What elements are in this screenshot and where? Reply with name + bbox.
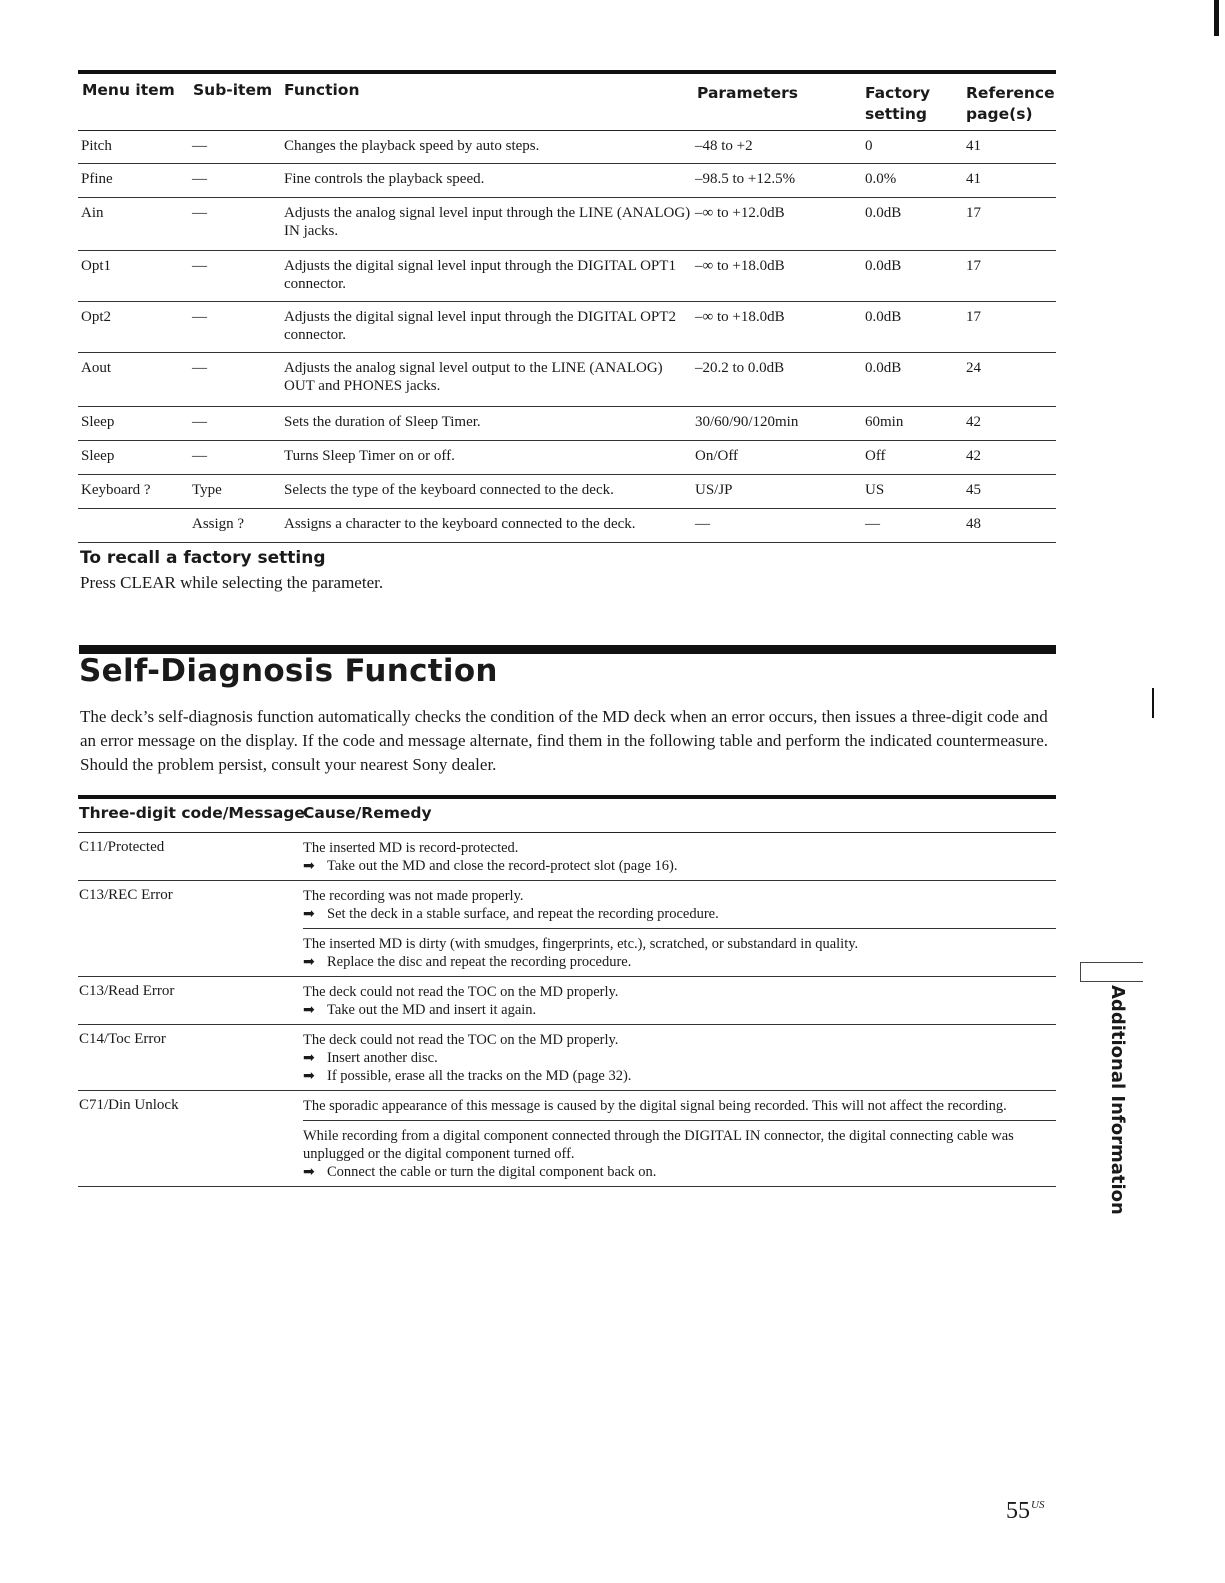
side-tab-label: Additional Information: [1107, 985, 1128, 1215]
cell-menu-item: Sleep: [81, 414, 115, 430]
cell-reference-page: 17: [966, 258, 981, 274]
table-row: [78, 164, 1056, 198]
cell-reference-page: 24: [966, 360, 981, 376]
cell-sub-item: —: [192, 360, 207, 376]
remedy-text: ➡ If possible, erase all the tracks on the MD (page 32).: [303, 1067, 1056, 1085]
cell-menu-item: Ain: [81, 205, 104, 221]
header-function: Function: [284, 81, 360, 99]
table-row: [78, 509, 1056, 543]
table-row: [78, 131, 1056, 164]
error-code: C11/Protected: [79, 839, 165, 855]
table-row: [78, 475, 1056, 509]
cell-parameters: —: [695, 516, 710, 532]
cell-factory-setting: Off: [865, 448, 886, 464]
cell-menu-item: Sleep: [81, 448, 115, 464]
page-number: [1006, 1498, 1044, 1525]
cause-text: The inserted MD is dirty (with smudges, fingerprints, etc.), scratched, or substandard in quality.: [303, 936, 859, 952]
cell-function: Adjusts the analog signal level output to the LINE (ANALOG) OUT and PHONES jacks.: [284, 360, 663, 394]
edge-mark: [1214, 0, 1219, 36]
section-title: Self-Diagnosis Function: [79, 653, 498, 689]
cause-text: The deck could not read the TOC on the MD properly.: [303, 984, 619, 1000]
remedy-text: ➡ Insert another disc.: [303, 1049, 1056, 1067]
remedy-text: ➡ Connect the cable or turn the digital component back on.: [303, 1163, 1056, 1181]
cell-function: Changes the playback speed by auto steps.: [284, 138, 540, 154]
error-code: C14/Toc Error: [79, 1031, 166, 1047]
page-number-suffix: US: [1031, 1499, 1045, 1511]
remedy-text: ➡ Take out the MD and close the record-protect slot (page 16).: [303, 857, 1056, 875]
cell-reference-page: 48: [966, 516, 981, 532]
cell-parameters: –20.2 to 0.0dB: [695, 360, 785, 376]
recall-text: Press CLEAR while selecting the parameter.: [80, 573, 384, 592]
cell-reference-page: 17: [966, 205, 981, 221]
table-header: [78, 74, 1056, 131]
page-number-value: 55: [1006, 1498, 1030, 1524]
cell-sub-item: Assign ?: [192, 516, 245, 532]
cell-function: Assigns a character to the keyboard connected to the deck.: [284, 516, 636, 532]
section-intro: The deck’s self-diagnosis function automatically checks the condition of the MD deck when an error occurs, then issues a three-digit code and an error message on the display. If the code and message alternate, find them in the following table and perform the indicated countermeasure. Should the problem persist, consult your nearest Sony dealer.: [80, 707, 1049, 774]
table-row: [78, 1091, 1056, 1187]
cell-sub-item: —: [192, 309, 207, 325]
cell-function: Adjusts the digital signal level input through the DIGITAL OPT1 connector.: [284, 258, 676, 292]
cell-sub-item: Type: [192, 482, 222, 498]
table-row: [78, 881, 1056, 977]
header-parameters: Parameters: [697, 84, 798, 102]
table-row: [78, 1025, 1056, 1091]
cell-parameters: –∞ to +12.0dB: [695, 205, 785, 221]
cause-remedy-cell: [303, 881, 1056, 928]
cell-sub-item: —: [192, 414, 207, 430]
table-row: [78, 302, 1056, 353]
cause-text: While recording from a digital component connected through the DIGITAL IN connector, the digital connecting cable was unplugged or the digital component turned off.: [303, 1128, 1014, 1162]
cell-parameters: –98.5 to +12.5%: [695, 171, 796, 187]
cell-function: Fine controls the playback speed.: [284, 171, 485, 187]
cell-reference-page: 42: [966, 414, 981, 430]
cell-factory-setting: 0.0%: [865, 171, 897, 187]
cell-function: Selects the type of the keyboard connected to the deck.: [284, 482, 614, 498]
cell-factory-setting: 60min: [865, 414, 904, 430]
table-row: [78, 198, 1056, 251]
table-body: [78, 131, 1056, 543]
error-code: C13/REC Error: [79, 887, 173, 903]
cell-menu-item: Opt2: [81, 309, 111, 325]
header-factory-setting: Factory setting: [865, 84, 931, 123]
cell-factory-setting: 0.0dB: [865, 205, 902, 221]
error-code: C71/Din Unlock: [79, 1097, 179, 1113]
recall-heading: To recall a factory setting: [80, 548, 326, 568]
cell-factory-setting: 0.0dB: [865, 258, 902, 274]
cause-remedy-cell: [303, 1025, 1056, 1090]
cell-sub-item: —: [192, 205, 207, 221]
cell-parameters: 30/60/90/120min: [695, 414, 799, 430]
cell-factory-setting: 0: [865, 138, 873, 154]
side-tab-marker: [1080, 962, 1143, 982]
header-code: Three-digit code/Message: [79, 804, 305, 822]
menu-settings-table: [78, 70, 1056, 543]
cell-parameters: On/Off: [695, 448, 739, 464]
cell-sub-item: —: [192, 138, 207, 154]
cell-function: Turns Sleep Timer on or off.: [284, 448, 455, 464]
cell-reference-page: 45: [966, 482, 981, 498]
table-row: [78, 353, 1056, 407]
cell-reference-page: 41: [966, 171, 981, 187]
cause-text: The sporadic appearance of this message is caused by the digital signal being recorded. This will not affect the recording.: [303, 1098, 1007, 1114]
error-code: C13/Read Error: [79, 983, 175, 999]
remedy-text: ➡ Take out the MD and insert it again.: [303, 1001, 1056, 1019]
table-row: [78, 833, 1056, 881]
cell-sub-item: —: [192, 171, 207, 187]
cause-remedy-cell: [303, 977, 1056, 1024]
table-row: [78, 407, 1056, 441]
cell-factory-setting: 0.0dB: [865, 360, 902, 376]
header-reference-pages: Reference page(s): [966, 84, 1055, 123]
cell-sub-item: —: [192, 258, 207, 274]
table-body: [78, 833, 1056, 1187]
diagnosis-table: [78, 795, 1056, 1187]
header-menu-item: Menu item: [82, 81, 175, 99]
cell-factory-setting: —: [865, 516, 880, 532]
header-sub-item: Sub-item: [193, 81, 273, 99]
cell-menu-item: Opt1: [81, 258, 111, 274]
table-row: [78, 441, 1056, 475]
cell-parameters: –∞ to +18.0dB: [695, 258, 785, 274]
cell-function: Sets the duration of Sleep Timer.: [284, 414, 481, 430]
cell-parameters: US/JP: [695, 482, 733, 498]
cell-parameters: –∞ to +18.0dB: [695, 309, 785, 325]
cell-menu-item: Pitch: [81, 138, 112, 154]
cause-remedy-cell: [303, 833, 1056, 880]
remedy-text: ➡ Set the deck in a stable surface, and repeat the recording procedure.: [303, 905, 1056, 923]
table-row: [78, 977, 1056, 1025]
cause-text: The recording was not made properly.: [303, 888, 524, 904]
cell-reference-page: 42: [966, 448, 981, 464]
cell-reference-page: 17: [966, 309, 981, 325]
cell-sub-item: —: [192, 448, 207, 464]
cause-remedy-cell: [303, 928, 1056, 976]
cell-factory-setting: 0.0dB: [865, 309, 902, 325]
cell-menu-item: Aout: [81, 360, 111, 376]
edge-mark: [1152, 688, 1154, 718]
cause-remedy-cell: [303, 1091, 1056, 1120]
cause-remedy-cell: [303, 1120, 1056, 1186]
cell-parameters: –48 to +2: [695, 138, 753, 154]
cell-function: Adjusts the digital signal level input through the DIGITAL OPT2 connector.: [284, 309, 676, 343]
table-header: [78, 799, 1056, 833]
cell-menu-item: Pfine: [81, 171, 113, 187]
remedy-text: ➡ Replace the disc and repeat the recording procedure.: [303, 953, 1056, 971]
cause-text: The inserted MD is record-protected.: [303, 840, 519, 856]
table-row: [78, 251, 1056, 302]
cause-text: The deck could not read the TOC on the MD properly.: [303, 1032, 619, 1048]
header-cause-remedy: Cause/Remedy: [303, 804, 432, 822]
cell-factory-setting: US: [865, 482, 885, 498]
cell-reference-page: 41: [966, 138, 981, 154]
cell-function: Adjusts the analog signal level input through the LINE (ANALOG) IN jacks.: [284, 205, 691, 239]
cell-menu-item: Keyboard ?: [81, 482, 151, 498]
